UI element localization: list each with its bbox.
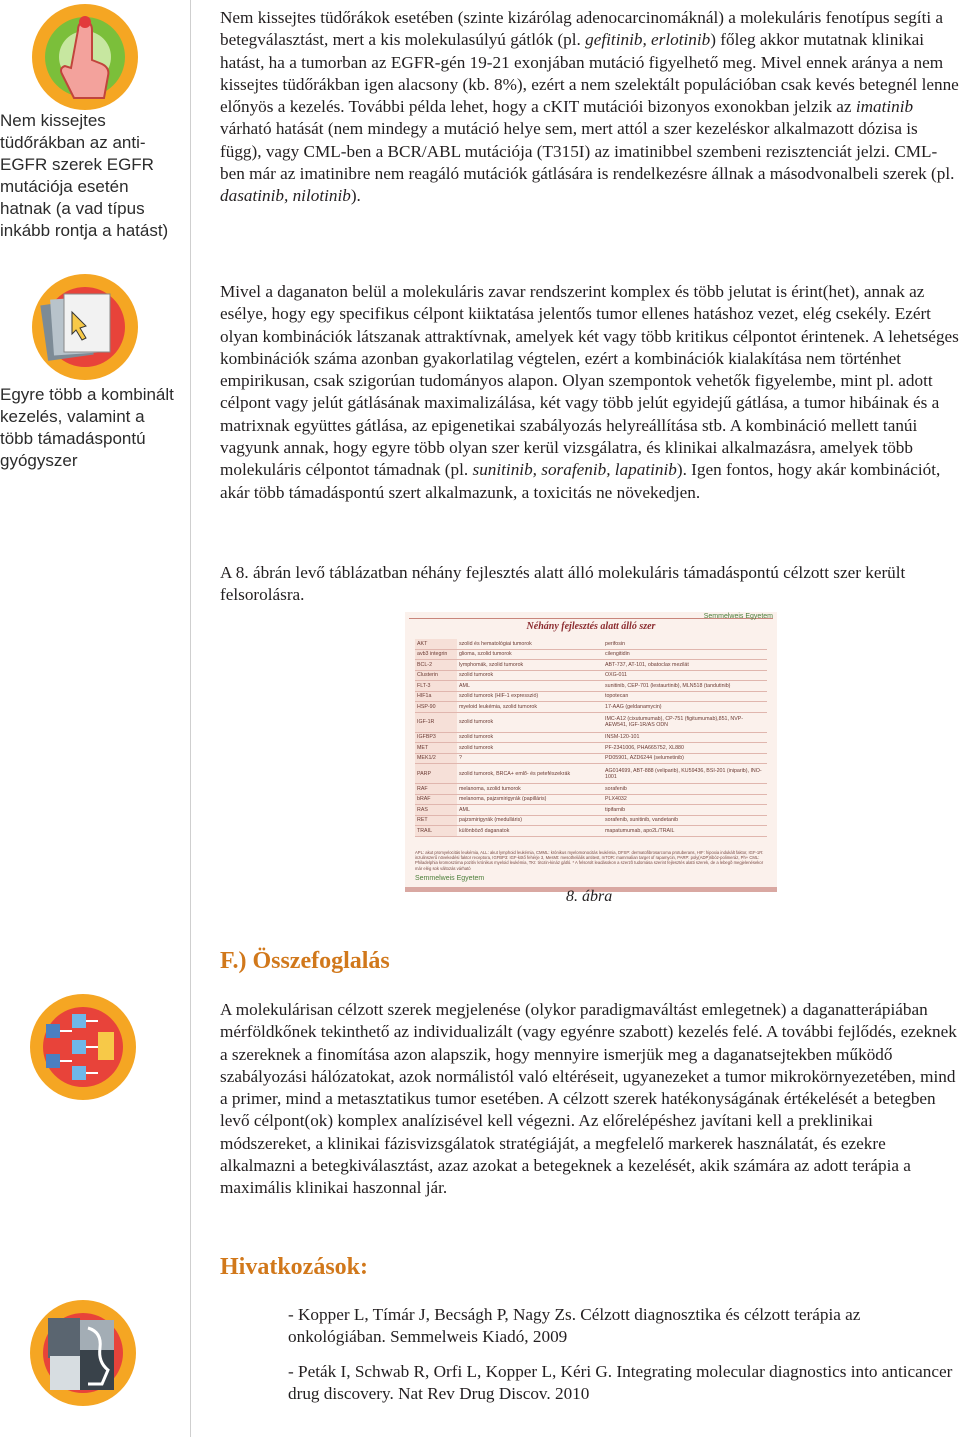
paragraph-combination-therapies	[220, 281, 960, 504]
drug-cell: INSM-120-101	[603, 732, 767, 743]
drug-cell: IMC-A12 (cixutumumab), CP-751 (figitumumab),851, NVP-AEW541, IGF-1R/AS ODN	[603, 712, 767, 732]
drug-cell: perifosin	[603, 639, 767, 649]
drug-name-italic: sunitinib, sorafenib, lapatinib	[472, 460, 677, 480]
figure-institution-top: Semmelweis Egyetem	[703, 613, 773, 620]
target-cell: RET	[415, 815, 457, 826]
paragraph-figure-reference: A 8. ábrán levő táblázatban néhány fejlesztés alatt álló molekuláris támadáspontú célzott szer került felsorolásra.	[220, 563, 906, 605]
drug-cell: topotecan	[603, 691, 767, 702]
drug-cell: 17-AAG (geldanamycin)	[603, 702, 767, 713]
drug-cell: mapatumumab, apo2L/TRAIL	[603, 826, 767, 837]
drug-cell: sorafenib	[603, 784, 767, 795]
heading-summary: F.) Összefoglalás	[220, 948, 390, 974]
reference-item: - Peták I, Schwab R, Orfi L, Kopper L, Kéri G. Integrating molecular diagnostics into anticancer drug discovery. Nat Rev Drug Discov. 2010	[288, 1362, 953, 1404]
indication-cell: szolid tumorok	[457, 732, 603, 743]
indication-cell: lymphomák, szolid tumorok	[457, 660, 603, 671]
paragraph-text: ). Igen fontos, hogy akár kombinációt, akár több támadáspontú szert alkalmazunk, a toxicitás ne növekedjen.	[220, 460, 941, 502]
indication-cell: szolid tumorok (HIF-1 expresszió)	[457, 691, 603, 702]
drug-cell: ABT-737, AT-101, obatoclax mezilát	[603, 660, 767, 671]
indication-cell: melanoma, pajzsmirigyrák (papilláris)	[457, 794, 603, 805]
table-row	[415, 784, 767, 795]
heading-references: Hivatkozások:	[220, 1254, 369, 1280]
target-cell: MET	[415, 743, 457, 754]
target-cell: RAS	[415, 805, 457, 816]
indication-cell: ?	[457, 753, 603, 764]
table-row	[415, 753, 767, 764]
table-row	[415, 732, 767, 743]
drug-name-italic: imatinib	[855, 97, 914, 117]
figure-8-drug-table	[405, 612, 777, 892]
indication-cell: glioma, szolid tumorok	[457, 649, 603, 660]
target-cell: IGF-1R	[415, 712, 457, 732]
indication-cell: pajzsmirigyrák (medulláris)	[457, 815, 603, 826]
table-row	[415, 681, 767, 692]
table-row	[415, 794, 767, 805]
target-cell: IGFBP3	[415, 732, 457, 743]
drug-cell: tipifarnib	[603, 805, 767, 816]
indication-cell: AML	[457, 805, 603, 816]
paragraph-text: Mivel a daganaton belül a molekuláris zavar rendszerint komplex és több jelutat is érint(het), annak az esélye, hogy egy specifikus célpont kiiktatása jelentős tumor ellenes hatáshoz vezet, elég csekély. Ezért olyan kombinációk látszanak attraktívnak, amelyek két vagy több kritikus célpontot érintenek. A lehetséges kombinációk száma azonban gyakorlatilag végtelen, ezért a kombinációk kialakítása nem történhet empirikusan, csak szigorúan tudományos alapon. Olyan szempontok vehetők figyelembe, mint pl. adott célpont vagy jelút gátlásának maximalizálása, két vagy több jelút egyidejű gátlása, a tumor hibáinak és a matrixnak együttes gátlása, az epigenetikai szabályozás helyreállítása stb. A kombináció mellett tanúi vagyunk annak, hogy egyre több olyan szer kerül vizsgálatra, és klinikai alkalmazásra, amelyek több molekuláris célpontot támadnak (pl.	[220, 282, 959, 480]
table-row	[415, 639, 767, 649]
target-cell: RAF	[415, 784, 457, 795]
paragraph-text: Nem kissejtes tüdőrákok esetében (szinte kizárólag adenocarcinomáknál) a molekuláris fenotípus segíti a betegválasztást, mert a kis molekulasúlyú gátlók (pl.	[220, 8, 944, 50]
target-cell: AKT	[415, 639, 457, 649]
indication-cell: szolid tumorok	[457, 670, 603, 681]
figure-institution-bottom: Semmelweis Egyetem	[415, 875, 485, 882]
paragraph-nsclc-molecular-phenotype	[220, 7, 960, 208]
sidebar-note-combination: Egyre több a kombinált kezelés, valamint a több támadáspontú gyógyszer	[0, 385, 174, 470]
table-row	[415, 702, 767, 713]
figure-table	[415, 639, 767, 837]
indication-cell: különböző daganatok	[457, 826, 603, 837]
puzzle-profile-icon	[28, 1298, 138, 1408]
table-row	[415, 660, 767, 671]
paragraph-text: ).	[350, 186, 361, 206]
table-row	[415, 764, 767, 784]
target-cell: MEK1/2	[415, 753, 457, 764]
target-cell: Clusterin	[415, 670, 457, 681]
touch-hand-icon	[30, 2, 140, 112]
paragraph-text: ) főleg akkor mutatnak klinikai hatást, ha a tumorban az EGFR-gén 19-21 exonjában mutáció figyelhető meg. Mivel ennek aránya a nem kissejtes tüdőrákban igen alacsony (kb. 8%), ezért a nem szelektált populációban csak kevés betegnél lenne előnyös a kezelés. További példa lehet, hogy a cKIT mutációi bizonyos exonokban jelzik az	[220, 30, 959, 117]
target-cell: FLT-3	[415, 681, 457, 692]
drug-cell: sorafenib, sunitinib, vandetanib	[603, 815, 767, 826]
drug-cell: cilengitidin	[603, 649, 767, 660]
table-row	[415, 670, 767, 681]
drug-cell: sunitinib, CEP-701 (lestaurtinib), MLN518 (tandutinib)	[603, 681, 767, 692]
paragraph-text: várható hatását (nem mindegy a mutáció helye sem, mert attól a szer kezeléskor alkalmazott dózisa is függ), vagy CML-ben a BCR/ABL mutációja (T315I) az imatinibbel szembeni rezisztenciát jelzi. CML-ben már az imatinibre nem reagáló mutációk gátlására is rendelkezésre állnak a másodvonalbeli szerek (pl.	[220, 119, 955, 184]
indication-cell: melanoma, szolid tumorok	[457, 784, 603, 795]
table-row	[415, 805, 767, 816]
figure-title: Néhány fejlesztés alatt álló szer	[526, 621, 656, 632]
table-row	[415, 815, 767, 826]
drug-cell: PLX4032	[603, 794, 767, 805]
sidebar-divider	[190, 0, 191, 1437]
table-row	[415, 826, 767, 837]
indication-cell: szolid és hematológiai tumorok	[457, 639, 603, 649]
target-cell: TRAIL	[415, 826, 457, 837]
document-stack-icon	[30, 272, 140, 382]
drug-cell: OXG-011	[603, 670, 767, 681]
sidebar-note-egfr: Nem kissejtes tüdőrákban az anti-EGFR szerek EGFR mutációja esetén hatnak (a vad típus inkább rontja a hatást)	[0, 111, 169, 240]
target-cell: BCL-2	[415, 660, 457, 671]
figure-caption: 8. ábra	[566, 888, 613, 905]
indication-cell: myeloid leukémia, szolid tumorok	[457, 702, 603, 713]
table-row	[415, 712, 767, 732]
target-cell: avb3 integrin	[415, 649, 457, 660]
network-nodes-icon	[28, 992, 138, 1102]
indication-cell: szolid tumorok	[457, 743, 603, 754]
figure-notes: APL: akut promyelocitás leukémia, ALL: akut lymphoid leukémia, CMML: krónikus myelomonocitás leukémia, DFSP: dermatofibrosarcoma protuberans, HIF: hipoxia indukált faktor, IGF-1R: inzulinszerű növekedési faktor receptora, IGFBP3: IGF-kötő fehérje 3, MesMt: mesotheliális antitest, mTOR: mammalian target of rapamycin, PARP: poly(ADP)ribóz-polimeráz, Ph+ CML: Philadelphia kromoszóma pozitív krónikus myeloid leukémia, TKI: tirozin-kináz gátló. * A felsorolt leadásokon a szerzõ tudomása szerint fejlesztés alatti szerek, de a lebegõ megjelenésekor már elég sok változás várható	[415, 850, 764, 871]
indication-cell: szolid tumorok, BRCA+ emlő- és petefészekrák	[457, 764, 603, 784]
target-cell: bRAF	[415, 794, 457, 805]
indication-cell: szolid tumorok	[457, 712, 603, 732]
drug-cell: PF-2341006, PHA665752, XL880	[603, 743, 767, 754]
indication-cell: AML	[457, 681, 603, 692]
paragraph-summary: A molekulárisan célzott szerek megjelenése (olykor paradigmaváltást emlegetnek) a daganatterápiában mérföldkőnek tekinthető az individualizált (vagy egyénre szabott) kezelés felé. A további fejlődés, ezeknek a szereknek a finomítása azon alapszik, hogy mennyire ismerjük meg a daganatsejtekben működő szabályozási hálózatokat, azok normálistól való eltéréseit, ugyanezeket a tumor mikrokörnyezetében, mind a primer, mind a metasztatikus tumor esetében. A célzott szerek hatékonyságának értékelését a betegben levő célpont(ok) komplex analízisével kell végezni. Az előrelépéshez javítani kell a preklinikai módszereket, a klinikai fázisvizsgálatok stratégiáját, a megfelelő markerek használatát, és ezekre alkalmazni a betegkiválasztást, azaz azokat a betegeknek a kezelését, akik számára az adott terápia a maximális klinikai haszonnal jár.	[220, 1000, 957, 1198]
drug-name-italic: gefitinib, erlotinib	[585, 30, 711, 50]
target-cell: PARP	[415, 764, 457, 784]
drug-cell: AG014699, ABT-888 (veliparib), KU59436, BSI-201 (iniparib), INO-1001	[603, 764, 767, 784]
table-row	[415, 691, 767, 702]
table-row	[415, 743, 767, 754]
table-row	[415, 649, 767, 660]
target-cell: HIF1a	[415, 691, 457, 702]
reference-item: - Kopper L, Tímár J, Becságh P, Nagy Zs. Célzott diagnosztika és célzott terápia az onkológiában. Semmelweis Kiadó, 2009	[288, 1305, 861, 1347]
drug-cell: PD05901, AZD6244 (selumetinib)	[603, 753, 767, 764]
drug-name-italic: dasatinib, nilotinib	[220, 186, 351, 206]
target-cell: HSP-90	[415, 702, 457, 713]
